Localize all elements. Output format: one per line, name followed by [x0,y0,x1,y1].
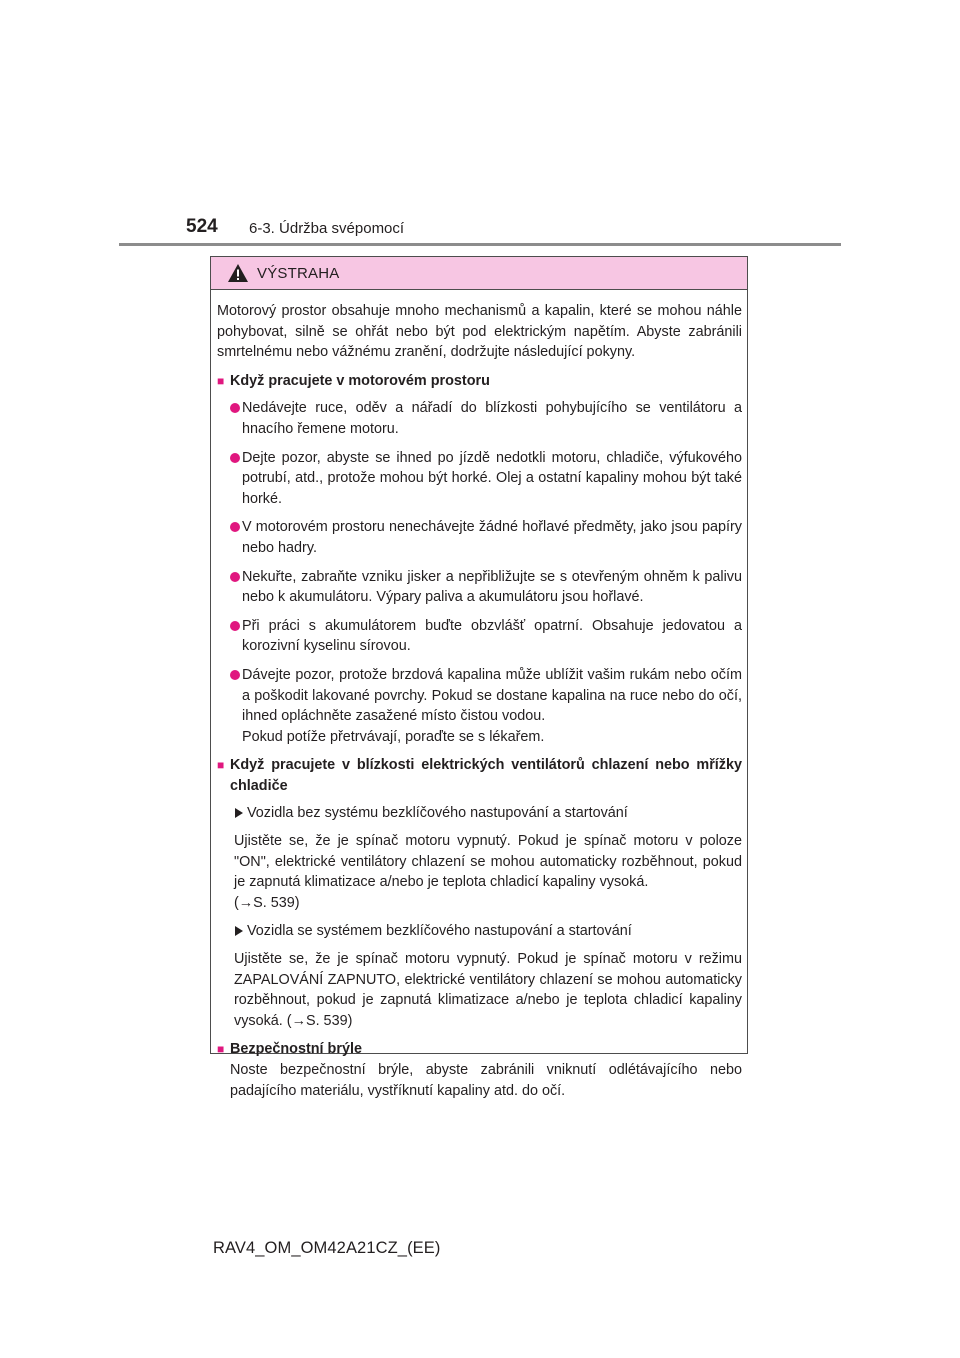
section-title: 6-3. Údržba svépomocí [249,220,405,237]
list-item: Nedávejte ruce, oděv a nářadí do blízkosti pohybujícího se ventilátoru a hnacího řemene motoru. [230,398,742,439]
circle-bullet-icon [230,616,242,657]
square-bullet-icon: ■ [217,373,225,388]
circle-bullet-icon [230,448,242,510]
footer-document-code: RAV4_OM_OM42A21CZ_(EE) [213,1239,441,1257]
section-heading-engine-compartment: ■ Když pracujete v motorovém prostoru [217,371,742,392]
list-item: V motorovém prostoru nenechávejte žádné hořlavé předměty, jako jsou papíry nebo hadry. [230,517,742,558]
circle-bullet-icon [230,665,242,747]
square-bullet-icon: ■ [217,1042,225,1057]
circle-bullet-icon [230,398,242,439]
warning-header [211,257,747,290]
warning-body [211,290,747,1101]
paragraph-safety-glasses: Noste bezpečnostní brýle, abyste zabránili vniknutí odlétávajícího nebo padajícího materiálu, vystříknutí kapaliny atd. do očí. [230,1062,742,1099]
header-rule [119,243,841,246]
warning-triangle-icon [227,263,249,283]
subheading-with-smart-entry: Vozidla se systémem bezklíčového nastupování a startování [234,921,742,942]
circle-bullet-icon [230,517,242,558]
warning-box [210,256,748,1099]
square-bullet-icon: ■ [217,758,225,773]
triangle-bullet-icon [234,921,247,942]
circle-bullet-icon [230,567,242,608]
subheading-without-smart-entry: Vozidla bez systému bezklíčového nastupování a startování [234,803,742,824]
triangle-bullet-icon [234,803,247,824]
list-item: Dejte pozor, abyste se ihned po jízdě nedotkli motoru, chladiče, výfukového potrubí, atd., protože mohou být horké. Olej a ostatní kapaliny mohou být také horké. [230,448,742,510]
section-heading-cooling-fans: ■ Když pracujete v blízkosti elektrických ventilátorů chlazení nebo mřížky chladiče [217,755,742,796]
warning-title: VÝSTRAHA [257,264,340,282]
section-heading-safety-glasses: ■ Bezpečnostní brýle [217,1039,742,1060]
list-item: Při práci s akumulátorem buďte obzvlášť opatrní. Obsahuje jedovatou a korozivní kyselinu sírovou. [230,616,742,657]
list-item: Nekuřte, zabraňte vzniku jisker a nepřibližujte se s otevřeným ohněm k palivu nebo k akumulátoru. Výpary paliva a akumulátoru jsou hořlavé. [230,567,742,608]
paragraph-with-smart-entry: Ujistěte se, že je spínač motoru vypnutý. Pokud je spínač motoru v režimu ZAPALOVÁNÍ ZAPNUTO, elektrické ventilátory chlazení se mohou automaticky rozběhnout, pokud je zapnutá klimatizace a/nebo je teplota chladicí kapaliny vysoká. (→S. 539) [234,951,742,1029]
warning-intro: Motorový prostor obsahuje mnoho mechanismů a kapalin, které se mohou náhle pohybovat, silně se ohřát nebo být pod elektrickým napětím. Abyste zabránili smrtelnému nebo vážnému zranění, dodržujte následující pokyny. [217,303,742,361]
list-item: Dávejte pozor, protože brzdová kapalina může ublížit vašim rukám nebo očím a poškodit lakované povrchy. Pokud se dostane kapalina na ruce nebo do očí, ihned opláchněte zasažené místo čistou vodou. Pokud potíže přetrvávají, poraďte se s lékařem. [230,665,742,747]
page-number: 524 [186,216,218,237]
paragraph-without-smart-entry: Ujistěte se, že je spínač motoru vypnutý. Pokud je spínač motoru v poloze "ON", elektrické ventilátory chlazení se mohou automaticky rozběhnout, pokud je zapnutá klimatizace a/nebo je teplota chladicí kapaliny vysoká. (→S. 539) [234,833,742,911]
